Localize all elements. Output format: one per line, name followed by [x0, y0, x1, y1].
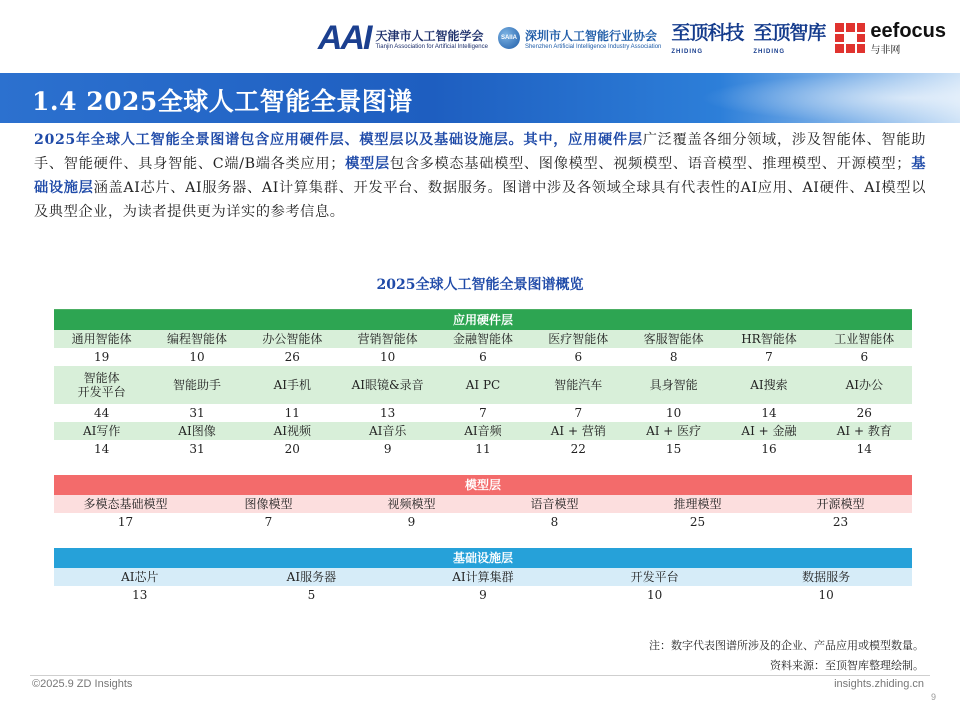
eefocus-icon [835, 23, 865, 53]
hardware-count: 8 [669, 350, 678, 364]
hardware-category: 营销智能体 [357, 332, 418, 346]
szai-badge: SAIIA [498, 27, 520, 49]
hardware-category: 医疗智能体 [548, 332, 609, 346]
model-category: 语音模型 [530, 497, 579, 511]
hardware-category: HR智能体 [741, 332, 797, 346]
hardware-layer-table [54, 309, 912, 458]
model-count: 23 [832, 515, 849, 529]
zhiding-tech-logo [671, 22, 743, 55]
hardware-category: 工业智能体 [834, 332, 895, 346]
hardware-count: 14 [761, 406, 777, 420]
infra-count: 10 [646, 588, 663, 602]
hardware-count: 31 [189, 442, 205, 456]
count-note: 注：数字代表图谱所涉及的企业、产品应用或模型数量。 [649, 639, 924, 652]
tjai-logo [318, 19, 488, 58]
intro-model-layer: 模型层 [345, 156, 390, 172]
infra-layer-table [54, 548, 912, 604]
hardware-category: 智能体 开发平台 [77, 371, 126, 399]
hardware-count: 14 [94, 442, 110, 456]
tjai-name-en: Tianjin Association for Artificial Intelligence [375, 43, 488, 50]
model-count-row [54, 513, 912, 531]
hardware-category: AI图像 [178, 424, 216, 438]
footer-copyright: ©2025.9 ZD Insights [32, 678, 133, 690]
infra-count-row [54, 586, 912, 604]
hardware-category: AI办公 [845, 378, 883, 392]
intro-text-2: 包含多模态基础模型、图像模型、视频模型、语音模型、推理模型、开源模型； [389, 156, 912, 172]
hardware-category: AI + 教育 [836, 424, 892, 438]
infra-count: 10 [818, 588, 834, 602]
model-category: 推理模型 [673, 497, 722, 511]
model-count: 9 [407, 515, 416, 529]
model-count: 25 [689, 515, 706, 529]
hardware-count: 11 [284, 406, 300, 420]
model-label-row [54, 495, 912, 513]
hardware-count: 22 [570, 442, 586, 456]
model-category: 多模态基础模型 [83, 497, 168, 511]
eefocus-logo [835, 21, 946, 56]
hardware-category: AI写作 [82, 424, 121, 438]
hardware-count-row [54, 348, 912, 366]
hardware-count: 26 [856, 406, 872, 420]
intro-infra-layer: 基础设施层 [34, 156, 926, 196]
infra-category: AI计算集群 [452, 570, 514, 584]
footer-website[interactable]: insights.zhiding.cn [834, 678, 924, 690]
hardware-count-row [54, 440, 912, 458]
page-number: 9 [930, 692, 936, 702]
hardware-count: 7 [765, 350, 773, 364]
model-layer-header: 模型层 [54, 475, 912, 495]
hardware-category: AI音频 [464, 424, 502, 438]
model-layer-table [54, 475, 912, 531]
hardware-label-row [54, 330, 912, 348]
zhiding-lib-name-en: ZHIDING [753, 48, 786, 55]
hardware-category: AI眼镜&录音 [351, 378, 424, 392]
hardware-category: AI音乐 [368, 424, 407, 438]
infra-category: 数据服务 [802, 570, 851, 584]
zhiding-tech-name: 至顶科技 [671, 21, 744, 44]
infra-layer-header: 基础设施层 [54, 548, 912, 568]
hardware-category: AI + 医疗 [646, 424, 702, 438]
tjai-name: 天津市人工智能学会 [375, 28, 484, 43]
tjai-mark: AAI [317, 18, 371, 57]
hardware-category: 金融智能体 [452, 332, 513, 346]
model-count: 17 [117, 515, 134, 529]
hardware-category: AI + 金融 [741, 424, 797, 438]
hardware-category: 编程智能体 [166, 332, 227, 346]
hardware-category: AI搜索 [750, 378, 788, 392]
model-count: 7 [264, 515, 273, 529]
hardware-count-row [54, 404, 912, 422]
hardware-category: 智能助手 [172, 378, 221, 392]
szai-logo [498, 27, 661, 50]
hardware-label-row [54, 422, 912, 440]
hardware-count: 20 [284, 442, 300, 456]
hardware-category: 具身智能 [649, 378, 698, 392]
hardware-count: 9 [383, 442, 392, 456]
hardware-count: 31 [189, 406, 205, 420]
model-category: 图像模型 [244, 497, 293, 511]
page-title: 1.4 2025全球人工智能全景图谱 [32, 87, 413, 116]
hardware-count: 7 [479, 406, 487, 420]
overview-caption: 2025全球人工智能全景图谱概览 [376, 277, 584, 293]
hardware-count: 6 [479, 350, 487, 364]
title-banner [0, 73, 960, 123]
hardware-count: 6 [860, 350, 869, 364]
infra-count: 13 [132, 588, 148, 602]
model-category: 视频模型 [387, 497, 436, 511]
hardware-category: AI PC [465, 378, 501, 392]
model-count: 8 [550, 515, 559, 529]
hardware-category: AI + 营销 [550, 424, 606, 438]
hardware-category: AI视频 [273, 424, 312, 438]
hardware-count: 7 [574, 406, 583, 420]
hardware-category: AI手机 [273, 378, 312, 392]
hardware-count: 11 [475, 442, 491, 456]
hardware-category: 客服智能体 [643, 332, 704, 346]
hardware-count: 19 [94, 350, 110, 364]
szai-name-en: Shenzhen Artificial Intelligence Industry Association [524, 43, 662, 50]
intro-text-3: 涵盖AI芯片、AI服务器、AI计算集群、开发平台、数据服务。图谱中涉及各领域全球具有代表性的AI应用、AI硬件、AI模型以及典型企业，为读者提供更为详实的参考信息。 [34, 180, 926, 220]
hardware-category: 办公智能体 [262, 332, 323, 346]
partner-logos [318, 14, 946, 62]
zhiding-lib-logo [753, 22, 825, 55]
zhiding-lib-name: 至顶智库 [753, 21, 826, 44]
hardware-count: 10 [380, 350, 396, 364]
hardware-count: 10 [665, 406, 682, 420]
hardware-category: 智能汽车 [554, 378, 603, 392]
infra-category: 开发平台 [630, 570, 679, 584]
hardware-count: 15 [665, 442, 682, 456]
hardware-layer-header: 应用硬件层 [54, 310, 912, 330]
infra-count: 9 [479, 588, 487, 602]
infra-count: 5 [307, 588, 316, 602]
infra-category: AI服务器 [286, 570, 337, 584]
eefocus-name: eefocus [870, 19, 946, 42]
hardware-label-row [54, 366, 912, 404]
footer-divider [30, 675, 930, 676]
eefocus-name-cn: 与非网 [870, 44, 901, 56]
hardware-count: 10 [189, 350, 205, 364]
hardware-count: 44 [94, 406, 110, 420]
intro-lead: 2025年全球人工智能全景图谱包含应用硬件层、模型层以及基础设施层。其中，应用硬件层 [34, 132, 643, 148]
infra-label-row [54, 568, 912, 586]
hardware-count: 26 [284, 350, 300, 364]
hardware-count: 14 [856, 442, 872, 456]
hardware-category: 通用智能体 [71, 332, 132, 346]
hardware-count: 16 [761, 442, 777, 456]
zhiding-tech-name-en: ZHIDING [671, 48, 704, 55]
model-category: 开源模型 [816, 497, 865, 511]
intro-paragraph [34, 128, 926, 224]
infra-category: AI芯片 [121, 570, 159, 584]
hardware-count: 13 [380, 406, 396, 420]
hardware-count: 6 [574, 350, 583, 364]
szai-name: 深圳市人工智能行业协会 [524, 28, 657, 43]
intro-text-1: 广泛覆盖各细分领域，涉及智能体、智能助手、智能硬件、具身智能、C端/B端各类应用； [34, 132, 926, 172]
source-note: 资料来源：至顶智库整理绘制。 [770, 659, 924, 672]
